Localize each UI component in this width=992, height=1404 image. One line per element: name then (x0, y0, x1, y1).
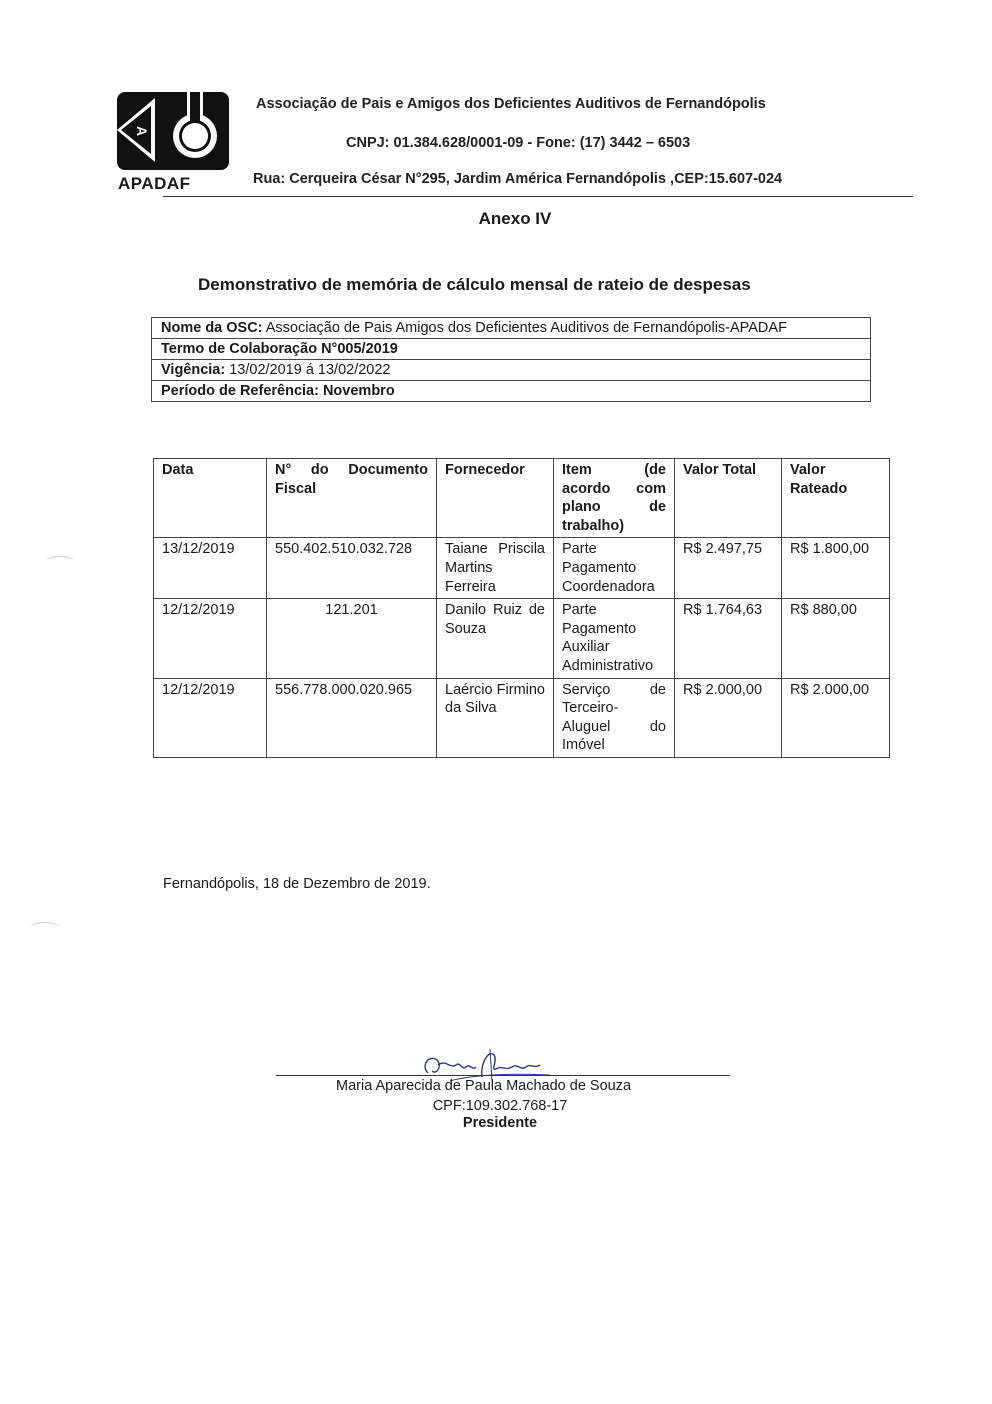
header-divider (163, 196, 913, 197)
table-row (154, 678, 890, 757)
col-header-item: Item (de acordo com plano de trabalho) (554, 459, 675, 538)
org-name: Associação de Pais e Amigos dos Deficientes Auditivos de Fernandópolis (256, 96, 766, 112)
col-header-data: Data (154, 459, 267, 538)
svg-text:A: A (134, 126, 150, 137)
table-row (154, 599, 890, 678)
cell-valor-rateado: R$ 2.000,00 (782, 678, 890, 757)
signature-line (276, 1075, 730, 1076)
cell-fornecedor: Danilo Ruiz de Souza (437, 599, 554, 678)
cell-data: 12/12/2019 (154, 678, 267, 757)
expenses-table (153, 458, 890, 758)
col-header-valor-total: Valor Total (675, 459, 782, 538)
cell-item: Serviço de Terceiro-Aluguel do Imóvel (554, 678, 675, 757)
termo: Termo de Colaboração N°005/2019 (152, 339, 871, 360)
cnpj-phone: CNPJ: 01.384.628/0001-09 - Fone: (17) 3442 – 6503 (346, 135, 691, 151)
col-header-valor-rateado: Valor Rateado (782, 459, 890, 538)
cell-data: 13/12/2019 (154, 538, 267, 599)
vigencia-row (152, 360, 871, 381)
cell-item: Parte Pagamento Coordenadora (554, 538, 675, 599)
cell-documento: 556.778.000.020.965 (267, 678, 437, 757)
document-title: Demonstrativo de memória de cálculo mensal de rateio de despesas (198, 275, 751, 294)
periodo: Período de Referência: Novembro (161, 383, 395, 399)
termo-row (152, 339, 871, 360)
cell-documento: 550.402.510.032.728 (267, 538, 437, 599)
cell-valor-total: R$ 2.497,75 (675, 538, 782, 599)
place-date: Fernandópolis, 18 de Dezembro de 2019. (163, 876, 431, 892)
periodo-row (152, 381, 871, 402)
osc-value: Associação de Pais Amigos dos Deficientes Auditivos de Fernandópolis-APADAF (262, 320, 787, 336)
annex-title: Anexo IV (478, 209, 552, 228)
signatory-role: Presidente (462, 1115, 538, 1131)
cell-fornecedor: Laércio Firmino da Silva (437, 678, 554, 757)
table-header-row (154, 459, 890, 538)
cell-fornecedor: Taiane Priscila Martins Ferreira (437, 538, 554, 599)
logo-wordmark: APADAF (118, 174, 191, 193)
punch-mark (45, 556, 75, 567)
cell-valor-rateado: R$ 880,00 (782, 599, 890, 678)
cell-documento: 121.201 (267, 599, 437, 678)
vigencia-label: Vigência: (161, 362, 226, 378)
signatory-cpf: CPF:109.302.768-17 (432, 1098, 568, 1114)
col-header-fornecedor: Fornecedor (437, 459, 554, 538)
col-header-documento: N° do Documento Fiscal (267, 459, 437, 538)
address: Rua: Cerqueira César N°295, Jardim América Fernandópolis ,CEP:15.607-024 (253, 171, 783, 187)
cell-item: Parte Pagamento Auxiliar Administrativo (554, 599, 675, 678)
osc-row (152, 318, 871, 339)
punch-mark (30, 922, 60, 933)
vigencia-value: 13/02/2019 á 13/02/2022 (225, 362, 391, 378)
table-row (154, 538, 890, 599)
cell-valor-total: R$ 2.000,00 (675, 678, 782, 757)
signatory-name: Maria Aparecida de Paula Machado de Souza (336, 1078, 632, 1094)
cell-data: 12/12/2019 (154, 599, 267, 678)
info-box (151, 317, 871, 402)
cell-valor-rateado: R$ 1.800,00 (782, 538, 890, 599)
osc-label: Nome da OSC: (161, 320, 263, 336)
cell-valor-total: R$ 1.764,63 (675, 599, 782, 678)
